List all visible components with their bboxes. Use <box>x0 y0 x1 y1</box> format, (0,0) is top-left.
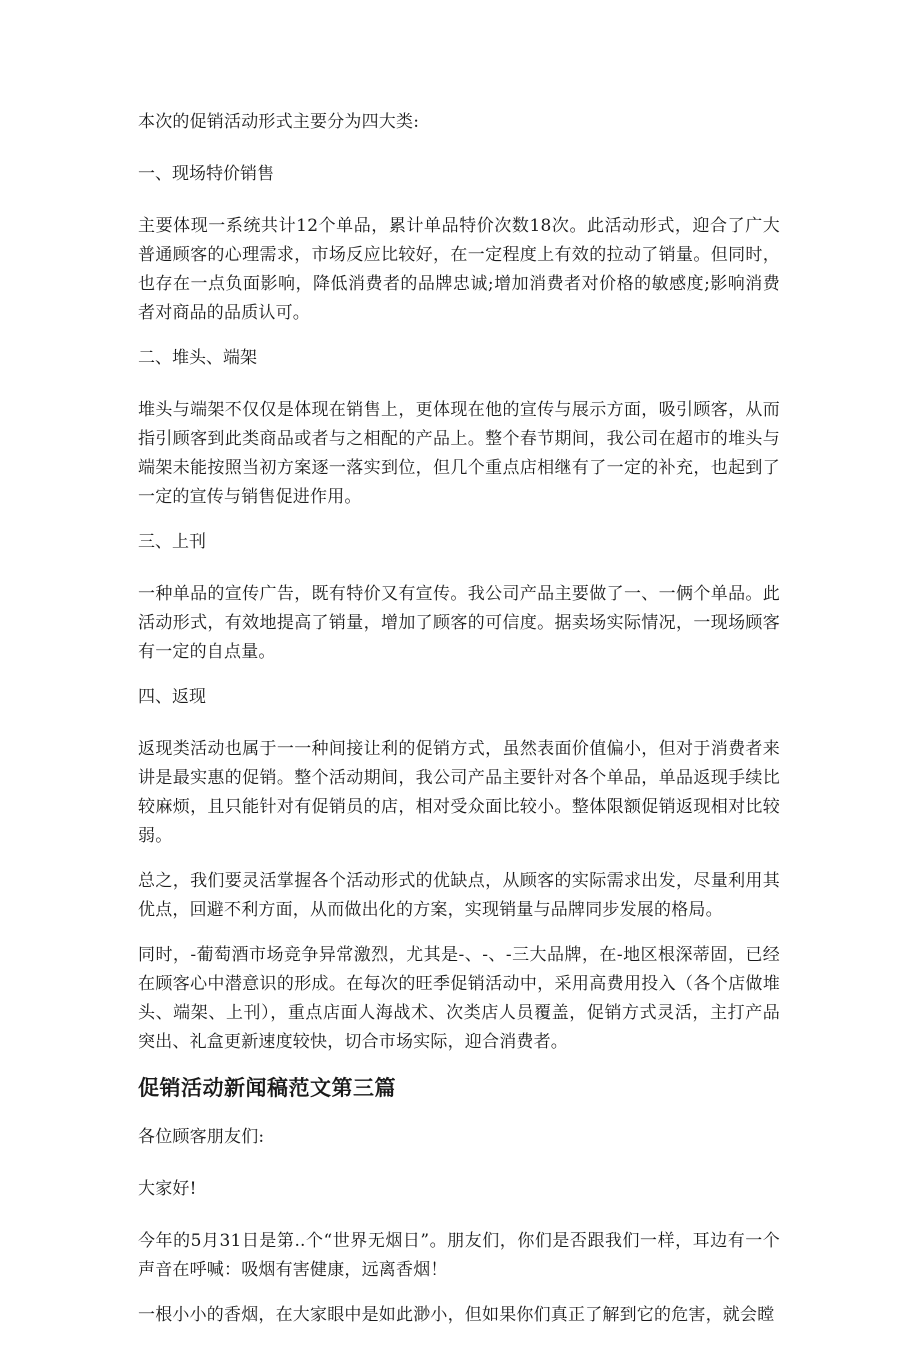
document-page <box>138 108 780 1346</box>
section-heading-3: 三、上刊 <box>138 532 206 552</box>
hello-paragraph: 大家好! <box>138 1179 197 1199</box>
conclusion-paragraph: 总之，我们要灵活掌握各个活动形式的优缺点，从顾客的实际需求出发，尽量利用其优点，回避不利方面，从而做出化的方案，实现销量与品牌同步发展的格局。 <box>138 871 780 920</box>
section-heading-1: 一、现场特价销售 <box>138 164 274 184</box>
section-heading-4: 四、返现 <box>138 687 206 707</box>
body-paragraph-1: 今年的5月31日是第..个“世界无烟日”。朋友们，你们是否跟我们一样，耳边有一个声音在呼喊：吸烟有害健康，远离香烟！ <box>138 1231 780 1280</box>
section-body-2: 堆头与端架不仅仅是体现在销售上，更体现在他的宣传与展示方面，吸引顾客，从而指引顾客到此类商品或者与之相配的产品上。整个春节期间，我公司在超市的堆头与端架未能按照当初方案逐一落实到位，但几个重点店相继有了一定的补充，也起到了一定的宣传与销售促进作用。 <box>138 400 780 507</box>
closing-paragraph: 同时，-葡萄酒市场竞争异常激烈，尤其是-、-、-三大品牌，在-地区根深蒂固，已经在顾客心中潜意识的形成。在每次的旺季促销活动中，采用高费用投入（各个店做堆头、端架、上刊），重点店面人海战术、次类店人员覆盖，促销方式灵活，主打产品突出、礼盒更新速度较快，切合市场实际，迎合消费者。 <box>138 945 780 1052</box>
greeting-paragraph: 各位顾客朋友们: <box>138 1127 265 1147</box>
section-body-1: 主要体现一系统共计12个单品，累计单品特价次数18次。此活动形式，迎合了广大普通顾客的心理需求，市场反应比较好，在一定程度上有效的拉动了销量。但同时，也存在一点负面影响，降低消费者的品牌忠诚;增加消费者对价格的敏感度;影响消费者对商品的品质认可。 <box>138 216 780 323</box>
article-section-title: 促销活动新闻稿范文第三篇 <box>138 1075 396 1100</box>
section-body-4: 返现类活动也属于一一种间接让利的促销方式，虽然表面价值偏小，但对于消费者来讲是最实惠的促销。整个活动期间，我公司产品主要针对各个单品，单品返现手续比较麻烦，且只能针对有促销员的店，相对受众面比较小。整体限额促销返现相对比较弱。 <box>138 739 780 846</box>
section-heading-2: 二、堆头、端架 <box>138 348 257 368</box>
section-body-3: 一种单品的宣传广告，既有特价又有宣传。我公司产品主要做了一、一俩个单品。此活动形式，有效地提高了销量，增加了顾客的可信度。据卖场实际情况，一现场顾客有一定的自点量。 <box>138 584 780 662</box>
intro-paragraph: 本次的促销活动形式主要分为四大类: <box>138 112 420 132</box>
body-paragraph-2: 一根小小的香烟，在大家眼中是如此渺小，但如果你们真正了解到它的危害，就会瞠 <box>138 1305 775 1325</box>
